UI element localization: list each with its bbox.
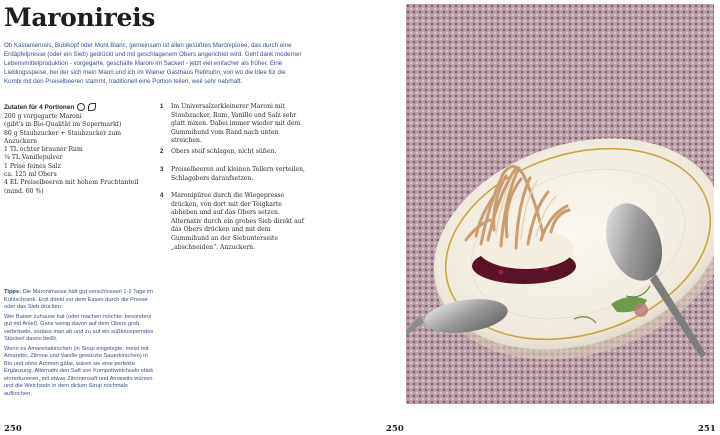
ingredients-heading-text: Zutaten für 4 Portionen xyxy=(4,103,75,111)
ingredient-item: 1 TL echter brauner Rum xyxy=(4,146,83,154)
ingredient-item: (mind. 60 %) xyxy=(4,187,44,195)
step-item xyxy=(160,192,310,252)
ingredient-item: ca. 125 ml Obers xyxy=(4,171,57,179)
page-number-left-inner: 250 xyxy=(386,424,404,434)
ingredient-item: 4 EL Preiselbeeren mit hohem Fruchtanteil xyxy=(4,179,139,187)
intro-paragraph: Ob Kastanienreis, Bubikopf oder Mont Blanc, gemeinsam ist allen gesüßtes Maronipüree, das durch eine Erdäpfelpresse (oder ein Sieb) gedrückt und mit geschlagenem Obers angerichtet wird. Geht dank moderner Lebensmittelproduktion - vorgegarte, geschälte Maroni im Sackerl - jetzt viel einfacher als früher. Eine Lieblingsspeise, bei der sich mein Mann und ich im Wiener Gasthaus Rebhuhn, von wo die Idee für die Kombi mit den Preiselbeeren stammt, traditionell eine Portion teilen, weil sehr nahrhaft. xyxy=(4,42,302,85)
ingredient-item: 200 g vorgegarte Maroni xyxy=(4,113,82,120)
food-photo xyxy=(406,4,714,404)
page-number-right: 251 xyxy=(698,424,716,434)
whipped-cream xyxy=(478,229,574,269)
step-text: Maronipüree durch die Wiegepresse drücken, von dort mit der Teigkarte abheben und auf das Obers setzen. Alternativ durch ein grobes Sieb direkt auf das Obers drücken und mit dem Gummihund an der Siebunterseite „abschneiden“. Anzuckern. xyxy=(171,192,304,251)
step-item xyxy=(160,166,310,183)
tip-paragraph xyxy=(4,289,154,312)
step-item xyxy=(160,148,310,157)
page-title: Maronireis xyxy=(4,3,156,32)
step-item xyxy=(160,103,310,146)
tip-text: Die Maronimasse hält gut verschlossen 1-2 Tage im Kühlschrank. Erst direkt vor dem Essen durch die Presse oder das Sieb drücken. xyxy=(4,289,154,310)
tips-section xyxy=(4,289,154,400)
tip-paragraph: Wenn es Amarenakirschen (in Sirup eingelegte, meist mit Amaretto, Zitrone und Vanille gewürzte Sauerkirschen) in Bio und ohne Aromen gäbe, wären sie eine perfekte Ergänzung. Alternativ den Saft von Kompottweichseln stark einreduzieren, mit etwas Zitronensaft und Amaretto würzen und die Weichseln in dem dicken Sirup nochmals aufkochen. xyxy=(4,345,154,397)
ingredients-heading xyxy=(4,103,96,111)
leaf-icon xyxy=(88,103,96,111)
step-number: 2 xyxy=(160,148,164,155)
step-text: Im Universalzerkleinerer Maroni mit Staubzucker, Rum, Vanille und Salz sehr glatt mixen. Dabei immer wieder mit dem Gummihund vom Rand nach unten streichen. xyxy=(171,103,301,145)
ingredient-item: 80 g Staubzucker + Staubzucker zum Anzuckern xyxy=(4,129,122,145)
tip-paragraph: Wer Baiser zuhause hat (oder machen möchte: besonders gut mit Aniel): Ganz wenig davon auf dem Obers grob verbröseln, sodass man ab und zu auf ein süßknusperndes Stückerl davon beißt. xyxy=(4,313,154,342)
step-number: 3 xyxy=(160,166,164,173)
food-photo-illustration xyxy=(406,4,714,404)
check-circle-icon xyxy=(77,103,85,111)
ingredient-item: ¼ TL Vanillepulver xyxy=(4,154,63,162)
tips-label: Tipps: xyxy=(4,289,21,295)
ingredients-list xyxy=(4,113,154,196)
step-number: 1 xyxy=(160,103,164,110)
step-number: 4 xyxy=(160,192,164,199)
ingredient-item: (gibt’s in Bio-Qualität im Supermarkt) xyxy=(4,121,122,129)
step-text: Preiselbeeren auf kleinen Tellern verteilen, Schlagobers daraufsetzen. xyxy=(171,166,305,182)
page-number-left: 250 xyxy=(4,424,22,434)
ingredient-item: 1 Prise feines Salz xyxy=(4,162,61,170)
step-text: Obers steif schlagen, nicht süßen. xyxy=(171,148,277,155)
